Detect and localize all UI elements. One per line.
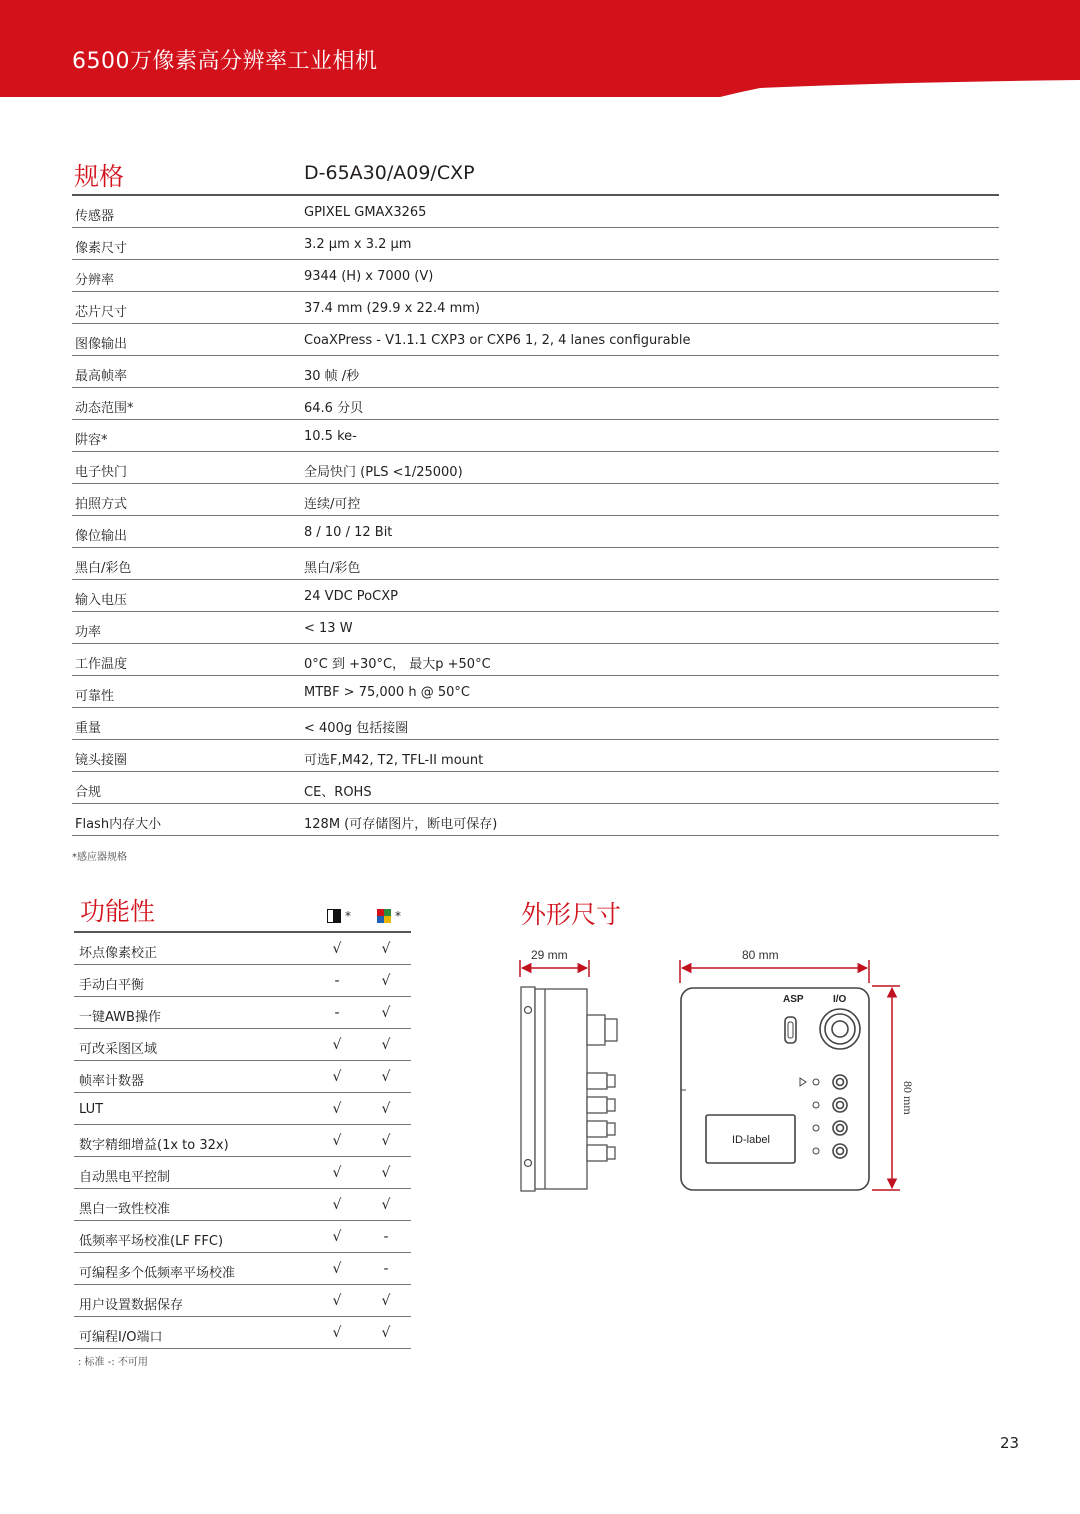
- spec-value: 24 VDC PoCXP: [304, 589, 398, 604]
- spec-label: 黑白/彩色: [75, 561, 132, 576]
- spec-value: 0°C 到 +30°C， 最大p +50°C: [304, 657, 491, 672]
- mono-support-mark: √: [332, 1133, 342, 1149]
- function-label: 可改采图区域: [79, 1042, 158, 1057]
- spec-row: [72, 420, 999, 452]
- spec-value: 64.6 分贝: [304, 401, 364, 416]
- spec-value: 37.4 mm (29.9 x 22.4 mm): [304, 301, 480, 316]
- spec-label: 电子快门: [75, 465, 128, 480]
- function-row: [74, 1061, 411, 1093]
- function-label: 低频率平场校准(LF FFC): [79, 1234, 224, 1249]
- function-row: [74, 1221, 411, 1253]
- function-label: 可编程多个低频率平场校准: [79, 1266, 236, 1281]
- color-support-mark: -: [383, 1261, 389, 1277]
- function-label: 帧率计数器: [79, 1074, 145, 1089]
- spec-row: [72, 196, 999, 228]
- spec-value: 10.5 ke-: [304, 429, 357, 444]
- spec-row: [72, 260, 999, 292]
- asp-label: ASP: [783, 994, 804, 1005]
- spec-value: CoaXPress - V1.1.1 CXP3 or CXP6 1, 2, 4 lanes configurable: [304, 333, 691, 348]
- mono-star: *: [345, 909, 351, 923]
- spec-label: 像素尺寸: [75, 241, 128, 256]
- spec-label: Flash内存大小: [75, 817, 162, 832]
- mono-support-mark: √: [332, 1261, 342, 1277]
- spec-label: 像位输出: [75, 529, 128, 544]
- color-star: *: [395, 909, 401, 923]
- spec-row: [72, 484, 999, 516]
- spec-row: [72, 324, 999, 356]
- spec-label: 动态范围*: [75, 401, 134, 416]
- page-title: 6500万像素高分辨率工业相机: [72, 49, 378, 74]
- spec-value: < 400g 包括接圈: [304, 721, 409, 736]
- mono-support-mark: √: [332, 1037, 342, 1053]
- model-number: D-65A30/A09/CXP: [304, 162, 475, 184]
- mono-support-mark: √: [332, 1293, 342, 1309]
- color-support-mark: √: [381, 1165, 391, 1181]
- spec-value: 128M (可存储图片，断电可保存): [304, 817, 498, 832]
- color-support-mark: √: [381, 1005, 391, 1021]
- function-row: [74, 1093, 411, 1125]
- function-label: 可编程I/O端口: [79, 1330, 163, 1345]
- spec-value: 全局快门 (PLS <1/25000): [304, 465, 463, 480]
- mono-support-mark: √: [332, 1197, 342, 1213]
- spec-label: 拍照方式: [75, 497, 128, 512]
- function-row: [74, 933, 411, 965]
- spec-label: 可靠性: [75, 689, 115, 704]
- spec-row: [72, 644, 999, 676]
- spec-value: 30 帧 /秒: [304, 369, 360, 384]
- color-support-mark: √: [381, 1037, 391, 1053]
- spec-row: [72, 228, 999, 260]
- spec-row: [72, 740, 999, 772]
- spec-label: 合规: [75, 785, 102, 800]
- function-table: [74, 931, 411, 1349]
- spec-heading: 规格: [74, 162, 125, 191]
- mono-support-mark: √: [332, 1229, 342, 1245]
- spec-label: 镜头接圈: [75, 753, 128, 768]
- function-row: [74, 965, 411, 997]
- spec-row: [72, 804, 999, 836]
- mono-support-mark: √: [332, 1165, 342, 1181]
- color-support-mark: √: [381, 1069, 391, 1085]
- spec-row: [72, 452, 999, 484]
- spec-value: 8 / 10 / 12 Bit: [304, 525, 393, 540]
- id-label-text: ID-label: [732, 1134, 770, 1146]
- function-row: [74, 1189, 411, 1221]
- spec-label: 最高帧率: [75, 369, 128, 384]
- spec-label: 图像输出: [75, 337, 128, 352]
- function-row: [74, 1125, 411, 1157]
- function-legend: : 标准 -: 不可用: [78, 1357, 148, 1368]
- front-width-label: 80 mm: [742, 948, 779, 962]
- dimension-drawing: [500, 935, 940, 1205]
- spec-row: [72, 580, 999, 612]
- spec-value: < 13 W: [304, 621, 353, 636]
- monochrome-icon: [327, 909, 341, 923]
- function-row: [74, 997, 411, 1029]
- mono-support-mark: √: [332, 1101, 342, 1117]
- spec-row: [72, 676, 999, 708]
- camera-side-view: [521, 987, 617, 1191]
- function-label: 自动黑电平控制: [79, 1170, 171, 1185]
- page-number: 23: [1000, 1434, 1020, 1452]
- spec-label: 功率: [75, 625, 102, 640]
- spec-label: 芯片尺寸: [75, 305, 128, 320]
- spec-label: 工作温度: [75, 657, 128, 672]
- camera-front-view: [681, 988, 869, 1190]
- spec-row: [72, 612, 999, 644]
- function-row: [74, 1157, 411, 1189]
- spec-label: 输入电压: [75, 593, 128, 608]
- side-width-label: 29 mm: [531, 948, 568, 962]
- spec-value: CE、ROHS: [304, 785, 372, 800]
- color-support-mark: √: [381, 973, 391, 989]
- color-support-mark: √: [381, 1293, 391, 1309]
- spec-value: 9344 (H) x 7000 (V): [304, 269, 434, 284]
- function-row: [74, 1317, 411, 1349]
- spec-row: [72, 772, 999, 804]
- color-support-mark: √: [381, 1197, 391, 1213]
- spec-table: [72, 194, 999, 836]
- function-label: 黑白一致性校准: [79, 1202, 171, 1217]
- spec-value: MTBF > 75,000 h @ 50°C: [304, 685, 470, 700]
- function-label: LUT: [79, 1102, 104, 1117]
- function-row: [74, 1285, 411, 1317]
- mono-support-mark: -: [334, 1005, 340, 1021]
- function-row: [74, 1253, 411, 1285]
- function-label: 数字精细增益(1x to 32x): [79, 1138, 229, 1153]
- color-support-mark: √: [381, 941, 391, 957]
- dimensions-heading: 外形尺寸: [521, 900, 622, 929]
- function-label: 手动白平衡: [79, 978, 145, 993]
- mono-support-mark: √: [332, 1325, 342, 1341]
- spec-footnote: *感应器规格: [72, 852, 127, 863]
- spec-row: [72, 356, 999, 388]
- spec-value: 可选F,M42, T2, TFL-II mount: [304, 753, 484, 768]
- io-label: I/O: [833, 994, 847, 1005]
- spec-label: 重量: [75, 721, 102, 736]
- spec-value: 黑白/彩色: [304, 561, 361, 576]
- mono-support-mark: -: [334, 973, 340, 989]
- spec-row: [72, 516, 999, 548]
- function-label: 用户设置数据保存: [79, 1298, 184, 1313]
- function-label: 一键AWB操作: [79, 1010, 161, 1025]
- spec-row: [72, 292, 999, 324]
- color-support-mark: -: [383, 1229, 389, 1245]
- spec-row: [72, 388, 999, 420]
- color-support-mark: √: [381, 1101, 391, 1117]
- function-row: [74, 1029, 411, 1061]
- color-icon: [377, 909, 391, 923]
- spec-row: [72, 708, 999, 740]
- spec-label: 阱容*: [75, 433, 108, 448]
- mono-support-mark: √: [332, 941, 342, 957]
- front-height-label: 80 mm: [901, 1081, 915, 1115]
- spec-value: GPIXEL GMAX3265: [304, 205, 427, 220]
- spec-value: 3.2 µm x 3.2 µm: [304, 237, 412, 252]
- spec-label: 传感器: [75, 209, 115, 224]
- mono-support-mark: √: [332, 1069, 342, 1085]
- function-heading: 功能性: [80, 897, 156, 926]
- color-support-mark: √: [381, 1133, 391, 1149]
- spec-row: [72, 548, 999, 580]
- function-label: 坏点像素校正: [79, 946, 158, 961]
- spec-value: 连续/可控: [304, 497, 361, 512]
- spec-label: 分辨率: [75, 273, 115, 288]
- color-support-mark: √: [381, 1325, 391, 1341]
